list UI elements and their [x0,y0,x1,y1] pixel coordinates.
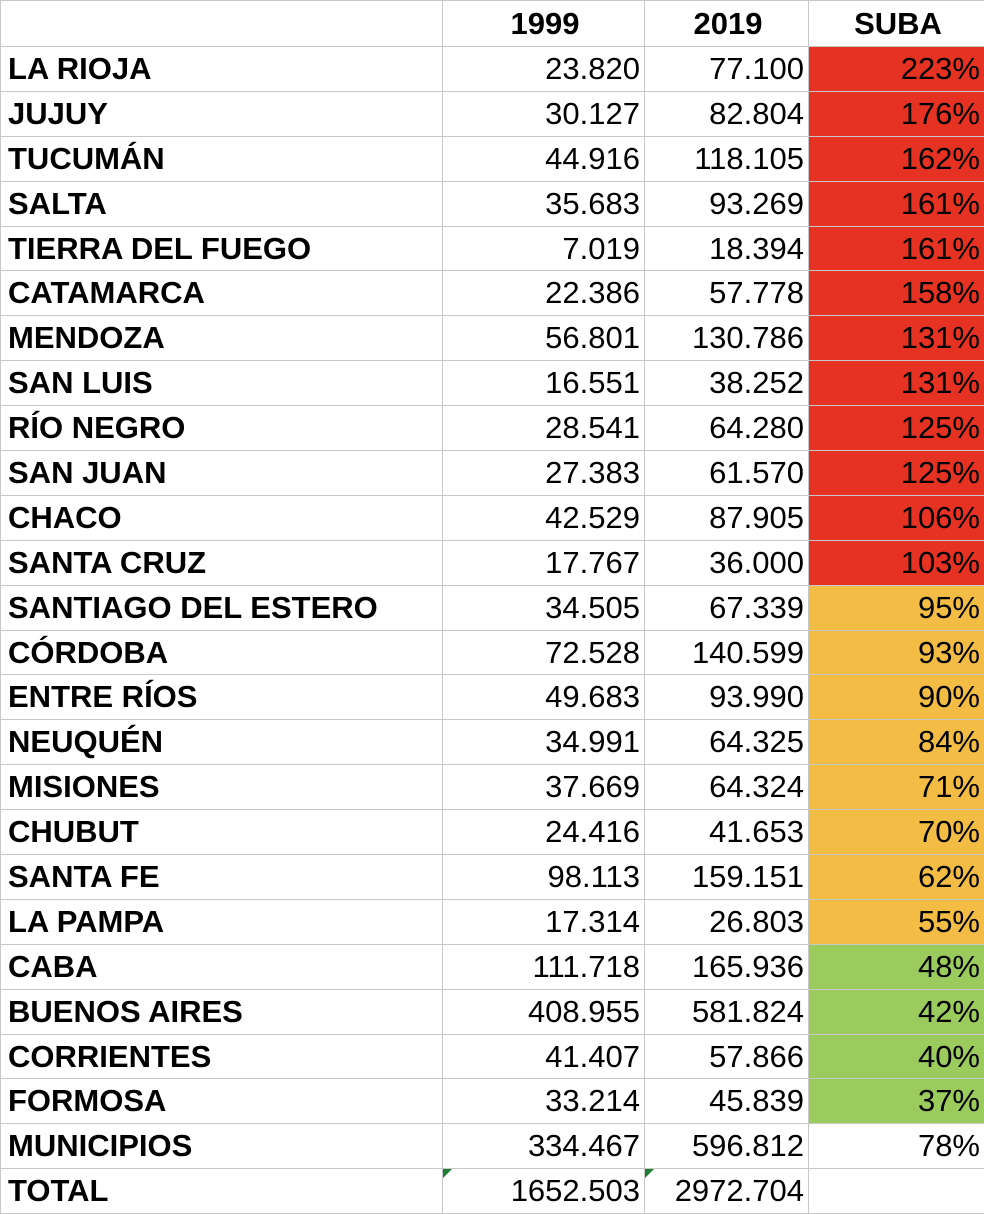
suba-percent-text: 131% [901,365,980,400]
table-row [1,630,984,675]
province-name-text: CATAMARCA [8,275,205,310]
value-1999-cell[interactable] [443,181,645,226]
value-1999-text: 98.113 [547,859,640,894]
suba-percent-cell[interactable] [809,720,984,765]
table-row [1,181,984,226]
suba-percent-cell[interactable] [809,989,984,1034]
province-name-text: CÓRDOBA [8,635,168,670]
value-2019-text: 57.866 [709,1039,804,1074]
table-row [1,1034,984,1079]
value-1999-cell[interactable] [443,630,645,675]
province-name-text: LA RIOJA [8,51,152,86]
value-2019-text: 159.151 [692,859,804,894]
value-2019-text: 67.339 [709,590,804,625]
suba-percent-cell[interactable] [809,1034,984,1079]
value-1999-text: 17.767 [545,545,640,580]
value-2019-text: 130.786 [692,320,804,355]
value-2019-text: 581.824 [692,994,804,1029]
suba-percent-text: 176% [901,96,980,131]
table-row [1,1079,984,1124]
province-name-text: BUENOS AIRES [8,994,243,1029]
suba-percent-cell[interactable] [809,944,984,989]
table-row [1,899,984,944]
value-2019-cell[interactable] [645,540,809,585]
header-cell-2019[interactable]: 2019 [645,1,809,47]
value-2019-cell[interactable] [645,451,809,496]
value-1999-cell[interactable] [443,720,645,765]
table-row [1,361,984,406]
province-name-text: TIERRA DEL FUEGO [8,231,311,266]
header-cell-name[interactable] [1,1,443,47]
value-1999-text: 17.314 [545,904,640,939]
province-name-text: NEUQUÉN [8,724,163,759]
suba-percent-cell[interactable] [809,91,984,136]
suba-percent-cell[interactable] [809,1124,984,1169]
province-name-cell[interactable] [1,47,443,92]
value-1999-text: 35.683 [545,186,640,221]
value-1999-cell[interactable] [443,1124,645,1169]
province-name-cell[interactable] [1,1169,443,1214]
suba-percent-cell[interactable] [809,451,984,496]
suba-percent-cell[interactable] [809,540,984,585]
suba-percent-text: 158% [901,275,980,310]
value-2019-cell[interactable] [645,855,809,900]
value-1999-cell[interactable] [443,406,645,451]
value-2019-text: 36.000 [709,545,804,580]
value-1999-text: 42.529 [545,500,640,535]
value-2019-text: 93.269 [709,186,804,221]
value-1999-text: 334.467 [528,1128,640,1163]
value-1999-cell[interactable] [443,899,645,944]
province-name-cell[interactable] [1,495,443,540]
table-row [1,406,984,451]
value-2019-text: 45.839 [709,1083,804,1118]
province-name-text: LA PAMPA [8,904,164,939]
suba-percent-text: 131% [901,320,980,355]
province-name-text: SAN JUAN [8,455,166,490]
value-2019-cell[interactable] [645,316,809,361]
value-2019-cell[interactable] [645,91,809,136]
suba-percent-text: 125% [901,410,980,445]
table-row [1,540,984,585]
table-row [1,720,984,765]
value-1999-text: 1652.503 [511,1173,640,1208]
table-body [1,47,984,1214]
suba-percent-text: 106% [901,500,980,535]
suba-percent-text: 161% [901,186,980,221]
table-row [1,271,984,316]
province-name-text: TUCUMÁN [8,141,165,176]
value-2019-text: 87.905 [709,500,804,535]
value-1999-text: 33.214 [545,1083,640,1118]
header-cell-suba[interactable]: SUBA [809,1,984,47]
suba-percent-cell[interactable] [809,406,984,451]
table-row [1,765,984,810]
suba-percent-text: 55% [918,904,980,939]
suba-percent-text: 37% [918,1083,980,1118]
table-row [1,495,984,540]
value-2019-text: 82.804 [709,96,804,131]
suba-percent-cell[interactable] [809,1079,984,1124]
province-name-cell[interactable] [1,316,443,361]
suba-percent-text: 48% [918,949,980,984]
suba-percent-cell[interactable] [809,630,984,675]
province-name-cell[interactable] [1,226,443,271]
value-1999-cell[interactable] [443,91,645,136]
value-1999-text: 7.019 [562,231,640,266]
province-name-text: MUNICIPIOS [8,1128,192,1163]
value-2019-text: 165.936 [692,949,804,984]
value-1999-cell[interactable] [443,855,645,900]
province-name-text: JUJUY [8,96,108,131]
value-2019-text: 64.324 [709,769,804,804]
province-name-cell[interactable] [1,1079,443,1124]
cell-marker-icon [443,1169,452,1178]
value-2019-cell[interactable] [645,585,809,630]
province-name-cell[interactable] [1,720,443,765]
value-1999-text: 111.718 [533,949,640,984]
value-2019-text: 118.105 [694,141,804,176]
value-2019-text: 64.325 [709,724,804,759]
suba-percent-cell[interactable] [809,585,984,630]
suba-percent-cell[interactable] [809,181,984,226]
suba-percent-text: 84% [918,724,980,759]
province-name-text: SALTA [8,186,107,221]
province-name-cell[interactable] [1,540,443,585]
value-1999-text: 22.386 [545,275,640,310]
value-1999-cell[interactable] [443,495,645,540]
value-1999-text: 24.416 [545,814,640,849]
table-row [1,1124,984,1169]
province-name-text: SANTIAGO DEL ESTERO [8,590,378,625]
table-row [1,316,984,361]
value-2019-cell[interactable] [645,899,809,944]
value-2019-cell[interactable] [645,226,809,271]
suba-percent-text: 95% [918,590,980,625]
value-1999-cell[interactable] [443,316,645,361]
province-name-cell[interactable] [1,136,443,181]
value-2019-text: 77.100 [709,51,804,86]
value-2019-cell[interactable] [645,630,809,675]
suba-percent-text: 93% [918,635,980,670]
suba-percent-text: 125% [901,455,980,490]
value-1999-cell[interactable] [443,1169,645,1214]
value-2019-cell[interactable] [645,136,809,181]
value-2019-cell[interactable] [645,271,809,316]
value-1999-text: 49.683 [545,679,640,714]
cell-marker-icon [645,1169,654,1178]
province-name-cell[interactable] [1,271,443,316]
province-name-text: CHACO [8,500,122,535]
province-name-cell[interactable] [1,406,443,451]
suba-percent-cell[interactable] [809,226,984,271]
value-2019-cell[interactable] [645,1169,809,1214]
province-name-cell[interactable] [1,989,443,1034]
suba-percent-cell[interactable] [809,271,984,316]
province-name-text: SANTA FE [8,859,160,894]
suba-percent-cell[interactable] [809,899,984,944]
value-1999-text: 27.383 [545,455,640,490]
value-1999-cell[interactable] [443,765,645,810]
value-1999-text: 23.820 [545,51,640,86]
value-2019-text: 93.990 [709,679,804,714]
table-row [1,91,984,136]
value-2019-cell[interactable] [645,675,809,720]
value-1999-text: 28.541 [545,410,640,445]
suba-percent-cell[interactable] [809,495,984,540]
suba-percent-cell[interactable] [809,765,984,810]
province-name-cell[interactable] [1,361,443,406]
province-name-text: RÍO NEGRO [8,410,185,445]
province-name-cell[interactable] [1,1124,443,1169]
value-1999-text: 37.669 [545,769,640,804]
suba-percent-text: 223% [901,51,980,86]
suba-percent-text: 70% [918,814,980,849]
value-1999-text: 41.407 [545,1039,640,1074]
suba-percent-text: 162% [901,141,980,176]
province-name-cell[interactable] [1,585,443,630]
table-row [1,136,984,181]
suba-percent-text: 90% [918,679,980,714]
province-name-cell[interactable] [1,944,443,989]
value-1999-cell[interactable] [443,361,645,406]
suba-percent-text: 71% [918,769,980,804]
suba-percent-cell[interactable] [809,810,984,855]
table-row [1,1169,984,1214]
province-name-cell[interactable] [1,810,443,855]
suba-percent-cell[interactable] [809,47,984,92]
suba-percent-cell[interactable] [809,136,984,181]
province-name-cell[interactable] [1,765,443,810]
suba-percent-text: 42% [918,994,980,1029]
table-row [1,810,984,855]
value-1999-text: 56.801 [545,320,640,355]
suba-percent-text: 40% [918,1039,980,1074]
value-1999-cell[interactable] [443,810,645,855]
value-2019-cell[interactable] [645,810,809,855]
province-name-text: CORRIENTES [8,1039,211,1074]
province-name-text: CHUBUT [8,814,139,849]
table-row [1,855,984,900]
province-name-text: SANTA CRUZ [8,545,206,580]
province-name-cell[interactable] [1,675,443,720]
province-name-cell[interactable] [1,91,443,136]
value-1999-cell[interactable] [443,271,645,316]
value-2019-text: 38.252 [709,365,804,400]
value-2019-cell[interactable] [645,1034,809,1079]
suba-percent-cell[interactable] [809,361,984,406]
province-name-cell[interactable] [1,1034,443,1079]
value-2019-cell[interactable] [645,361,809,406]
value-2019-text: 140.599 [692,635,804,670]
value-1999-cell[interactable] [443,47,645,92]
value-2019-text: 596.812 [692,1128,804,1163]
value-2019-text: 41.653 [709,814,804,849]
table-row [1,47,984,92]
value-1999-text: 72.528 [545,635,640,670]
value-2019-text: 18.394 [709,231,804,266]
province-name-text: CABA [8,949,98,984]
suba-percent-text: 62% [918,859,980,894]
value-2019-text: 64.280 [709,410,804,445]
table-row [1,451,984,496]
table-row [1,675,984,720]
value-2019-cell[interactable] [645,1124,809,1169]
value-1999-cell[interactable] [443,944,645,989]
value-1999-cell[interactable] [443,675,645,720]
value-2019-cell[interactable] [645,495,809,540]
province-name-cell[interactable] [1,181,443,226]
value-1999-text: 408.955 [528,994,640,1029]
suba-percent-text: 161% [901,231,980,266]
province-name-cell[interactable] [1,855,443,900]
value-2019-cell[interactable] [645,406,809,451]
suba-percent-text: 78% [918,1128,980,1163]
value-1999-text: 30.127 [545,96,640,131]
table-row [1,989,984,1034]
province-name-text: SAN LUIS [8,365,153,400]
value-1999-cell[interactable] [443,989,645,1034]
value-2019-cell[interactable] [645,720,809,765]
province-name-cell[interactable] [1,451,443,496]
value-1999-cell[interactable] [443,540,645,585]
province-name-cell[interactable] [1,630,443,675]
value-2019-text: 2972.704 [675,1173,804,1208]
value-2019-text: 57.778 [709,275,804,310]
province-name-text: ENTRE RÍOS [8,679,197,714]
table-row [1,226,984,271]
table-row [1,944,984,989]
suba-percent-text: 103% [901,545,980,580]
value-1999-cell[interactable] [443,1034,645,1079]
value-1999-cell[interactable] [443,451,645,496]
value-2019-text: 26.803 [709,904,804,939]
value-2019-cell[interactable] [645,989,809,1034]
value-2019-cell[interactable] [645,765,809,810]
suba-percent-cell[interactable] [809,316,984,361]
value-1999-text: 44.916 [545,141,640,176]
value-1999-text: 34.505 [545,590,640,625]
header-row [1,1,984,47]
value-2019-cell[interactable] [645,1079,809,1124]
value-1999-text: 16.551 [545,365,640,400]
suba-percent-cell[interactable] [809,1169,984,1214]
value-2019-cell[interactable] [645,944,809,989]
suba-percent-cell[interactable] [809,855,984,900]
province-name-text: TOTAL [8,1173,108,1208]
value-2019-cell[interactable] [645,181,809,226]
value-1999-cell[interactable] [443,585,645,630]
value-1999-cell[interactable] [443,136,645,181]
value-1999-cell[interactable] [443,226,645,271]
province-name-text: FORMOSA [8,1083,166,1118]
province-name-cell[interactable] [1,899,443,944]
province-name-text: MENDOZA [8,320,165,355]
suba-percent-cell[interactable] [809,675,984,720]
table-row [1,585,984,630]
value-1999-cell[interactable] [443,1079,645,1124]
value-2019-text: 61.570 [709,455,804,490]
province-name-text: MISIONES [8,769,160,804]
value-2019-cell[interactable] [645,47,809,92]
header-cell-1999[interactable]: 1999 [443,1,645,47]
value-1999-text: 34.991 [545,724,640,759]
